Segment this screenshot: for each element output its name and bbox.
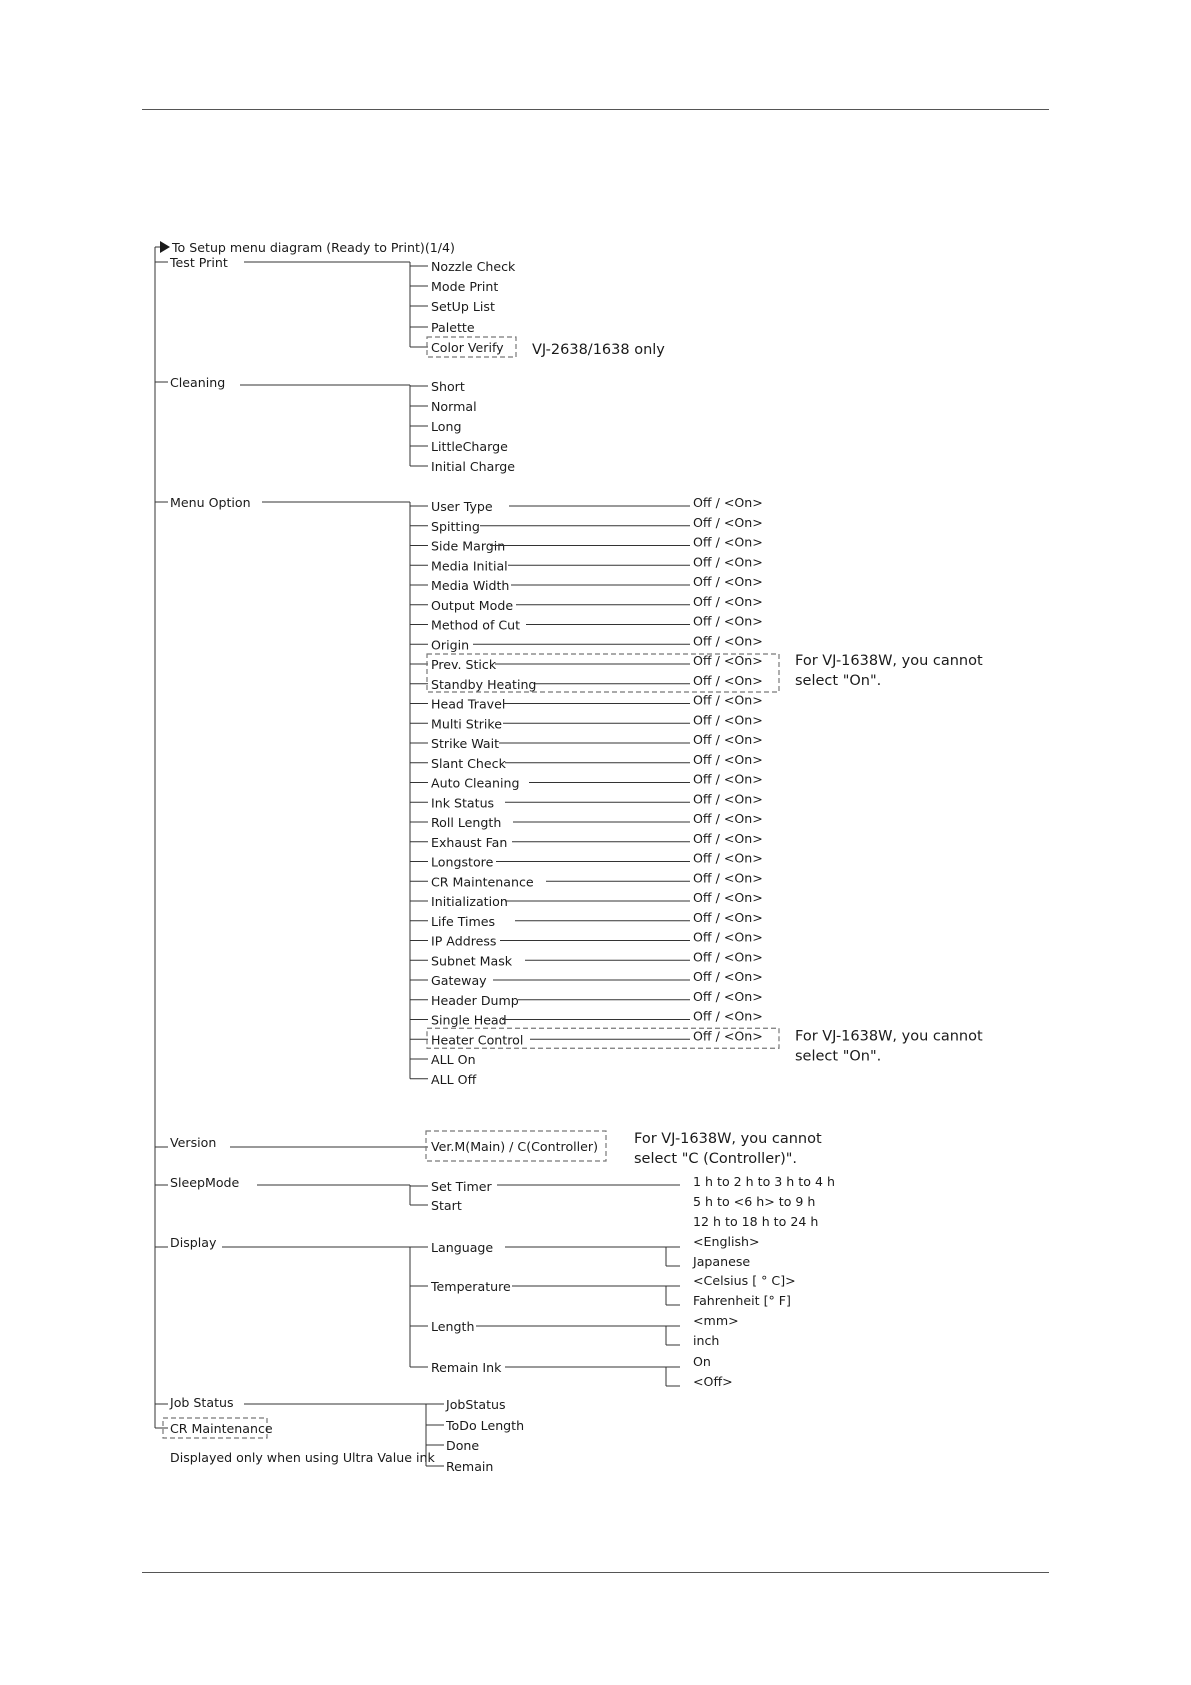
sub-item-standby-heating: Standby Heating (431, 676, 537, 692)
sub-item-side-margin: Side Margin (431, 538, 506, 554)
sub-item-long: Long (431, 419, 462, 434)
sub-item-remain-ink: Remain Ink (431, 1360, 502, 1375)
value-heater-control: Off / <On> (693, 1028, 763, 1044)
sub-item-setup-list: SetUp List (431, 299, 495, 314)
sub-item-initialization: Initialization (431, 894, 508, 909)
value-single-head: Off / <On> (693, 1008, 763, 1024)
sub-item-gateway: Gateway (431, 973, 487, 988)
menu-option-note-2-line-1: For VJ-1638W, you cannot (795, 1028, 983, 1045)
sub-item-media-initial: Media Initial (431, 558, 508, 574)
value-media-width: Off / <On> (693, 574, 763, 589)
value-output-mode: Off / <On> (693, 593, 763, 609)
value-subnet-mask: Off / <On> (693, 949, 763, 965)
version-note-line-1: For VJ-1638W, you cannot (634, 1131, 822, 1147)
value-longstore: Off / <On> (693, 850, 763, 866)
value-standby-heating: Off / <On> (693, 672, 763, 688)
option-length-2: inch (693, 1333, 720, 1348)
sub-item-start: Start (431, 1198, 462, 1213)
sub-item-strike-wait: Strike Wait (431, 736, 500, 751)
sub-item-auto-cleaning: Auto Cleaning (431, 775, 520, 791)
value-method-of-cut: Off / <On> (693, 613, 763, 629)
top-item-version: Version (170, 1135, 217, 1150)
sub-item-short: Short (431, 379, 465, 394)
sub-item-longstore: Longstore (431, 854, 494, 870)
heading-arrow-icon (160, 241, 170, 253)
sub-item-output-mode: Output Mode (431, 597, 514, 613)
timer-value-2: 5 h to <6 h> to 9 h (693, 1194, 816, 1209)
sub-item-spitting: Spitting (431, 518, 480, 534)
option-language-1: <English> (693, 1234, 760, 1249)
value-initialization: Off / <On> (693, 890, 763, 905)
timer-value-1: 1 h to 2 h to 3 h to 4 h (693, 1174, 835, 1189)
value-origin: Off / <On> (693, 633, 763, 649)
sub-item-exhaust-fan: Exhaust Fan (431, 834, 508, 850)
top-item-test-print: Test Print (170, 255, 228, 270)
sub-item-version: Ver.M(Main) / C(Controller) (431, 1139, 598, 1154)
sub-item-slant-check: Slant Check (431, 755, 506, 771)
sub-item-head-travel: Head Travel (431, 696, 506, 712)
value-roll-length: Off / <On> (693, 811, 763, 826)
value-prev-stick: Off / <On> (693, 653, 763, 668)
value-slant-check: Off / <On> (693, 751, 763, 767)
timer-value-3: 12 h to 18 h to 24 h (693, 1214, 819, 1229)
value-exhaust-fan: Off / <On> (693, 830, 763, 846)
sub-item-single-head: Single Head (431, 1012, 507, 1028)
sub-item-littlecharge: LittleCharge (431, 439, 508, 454)
cr-maintenance-note: Displayed only when using Ultra Value ink (170, 1450, 435, 1465)
menu-option-note-1-line-2: select "On". (795, 673, 882, 689)
top-item-job-status: Job Status (170, 1395, 234, 1410)
sub-item-length: Length (431, 1319, 475, 1334)
sub-item-multi-strike: Multi Strike (431, 716, 502, 732)
sub-item-all-on: ALL On (431, 1052, 476, 1067)
sub-item-life-times: Life Times (431, 913, 496, 929)
sub-item-normal: Normal (431, 399, 477, 414)
option-language-2: Japanese (693, 1254, 751, 1269)
sub-item-prev-stick: Prev. Stick (431, 657, 497, 672)
value-header-dump: Off / <On> (693, 988, 763, 1004)
sub-item-nozzle-check: Nozzle Check (431, 259, 516, 274)
value-ip-address: Off / <On> (693, 929, 763, 945)
value-spitting: Off / <On> (693, 514, 763, 530)
sub-item-media-width: Media Width (431, 578, 510, 593)
value-multi-strike: Off / <On> (693, 712, 763, 728)
sub-item-language: Language (431, 1240, 494, 1255)
top-item-sleepmode: SleepMode (170, 1175, 240, 1190)
top-item-cr-maintenance: CR Maintenance (170, 1421, 273, 1436)
diagram-heading: To Setup menu diagram (Ready to Print)(1/4) (172, 240, 455, 255)
value-gateway: Off / <On> (693, 969, 763, 984)
value-media-initial: Off / <On> (693, 554, 763, 570)
sub-item-color-verify: Color Verify (431, 340, 504, 355)
option-remain-ink-2: <Off> (693, 1374, 733, 1389)
menu-option-note-2-line-2: select "On". (795, 1048, 882, 1065)
sub-item-todo-length: ToDo Length (446, 1418, 525, 1433)
value-auto-cleaning: Off / <On> (693, 771, 763, 787)
sub-item-ip-address: IP Address (431, 933, 497, 949)
option-temperature-2: Fahrenheit [° F] (693, 1293, 791, 1308)
option-temperature-1: <Celsius [ ° C]> (693, 1273, 796, 1288)
sub-item-jobstatus: JobStatus (446, 1397, 506, 1412)
option-length-1: <mm> (693, 1313, 739, 1328)
sub-item-set-timer: Set Timer (431, 1179, 492, 1194)
sub-item-all-off: ALL Off (431, 1071, 477, 1087)
sub-item-mode-print: Mode Print (431, 279, 499, 294)
value-user-type: Off / <On> (693, 495, 763, 510)
sub-item-temperature: Temperature (431, 1279, 511, 1294)
value-cr-maintenance: Off / <On> (693, 870, 763, 886)
menu-option-note-1-line-1: For VJ-1638W, you cannot (795, 653, 983, 669)
sub-item-initial-charge: Initial Charge (431, 459, 516, 474)
sub-item-done: Done (446, 1438, 480, 1453)
value-head-travel: Off / <On> (693, 692, 763, 708)
test-print-note: VJ-2638/1638 only (532, 342, 665, 358)
option-remain-ink-1: On (693, 1354, 711, 1369)
version-note-line-2: select "C (Controller)". (634, 1151, 798, 1167)
sub-item-cr-maintenance: CR Maintenance (431, 874, 534, 890)
value-ink-status: Off / <On> (693, 791, 763, 807)
sub-item-remain: Remain (446, 1459, 494, 1474)
sub-item-heater-control: Heater Control (431, 1032, 524, 1048)
sub-item-ink-status: Ink Status (431, 795, 495, 811)
sub-item-method-of-cut: Method of Cut (431, 617, 521, 633)
sub-item-roll-length: Roll Length (431, 815, 502, 830)
value-side-margin: Off / <On> (693, 534, 763, 550)
top-item-menu-option: Menu Option (170, 495, 251, 510)
sub-item-origin: Origin (431, 637, 470, 653)
sub-item-header-dump: Header Dump (431, 992, 519, 1008)
value-life-times: Off / <On> (693, 909, 763, 925)
top-item-display: Display (170, 1235, 217, 1250)
top-item-cleaning: Cleaning (170, 375, 226, 390)
sub-item-palette: Palette (431, 320, 475, 335)
sub-item-subnet-mask: Subnet Mask (431, 953, 513, 969)
sub-item-user-type: User Type (431, 499, 493, 514)
value-strike-wait: Off / <On> (693, 732, 763, 747)
